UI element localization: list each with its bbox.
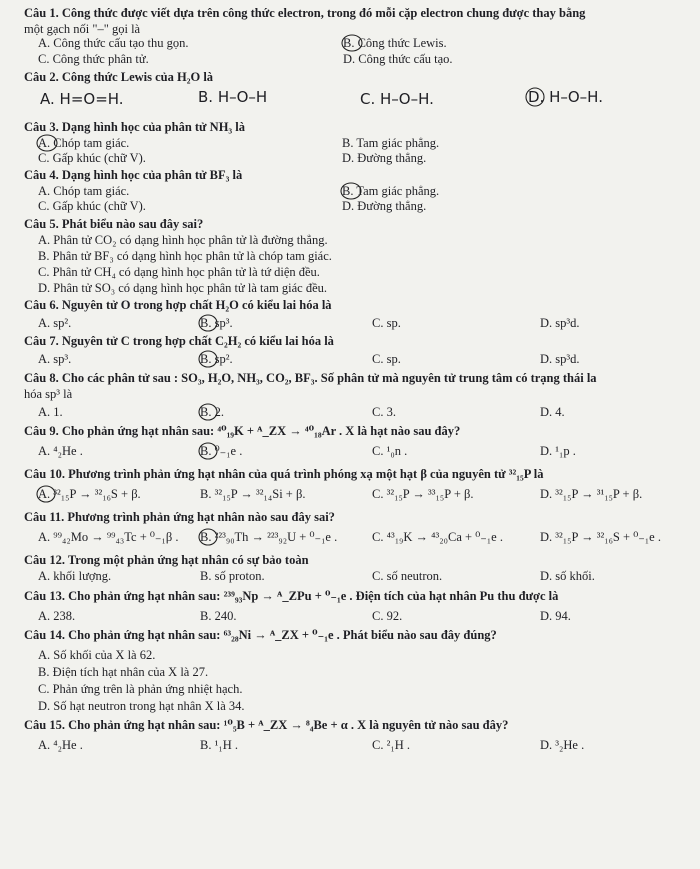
q6-option-b: B. sp³. <box>200 316 233 330</box>
q8-option-a: A. 1. <box>38 405 63 419</box>
mark-q4-b <box>341 183 361 199</box>
q3-option-a: A. Chóp tam giác. <box>38 136 130 150</box>
q5-stem: Câu 5. Phát biểu nào sau đây sai? <box>24 217 204 231</box>
q4-stem: Câu 4. Dạng hình học của phân tử BF₃ là <box>24 168 243 182</box>
q11-option-b: B. ²²³₉₀Th → ²²³₉₂U + ⁰₋₁e . <box>200 530 338 544</box>
q15-option-d: D. ³₂He . <box>540 738 585 752</box>
mark-q6-b <box>199 315 217 331</box>
q6-option-a: A. sp². <box>38 316 72 330</box>
q3-option-d: D. Đường thẳng. <box>342 151 427 165</box>
q1-stem-cont: một gạch nối "–" gọi là <box>24 22 141 36</box>
q8-option-d: D. 4. <box>540 405 565 419</box>
q13-option-c: C. 92. <box>372 609 403 623</box>
mark-q8-b <box>199 404 217 420</box>
q14-option-d: D. Số hạt neutron trong hạt nhân X là 34. <box>38 699 245 713</box>
mark-q7-b <box>199 351 217 367</box>
q3-option-b: B. Tam giác phẳng. <box>342 136 440 150</box>
q5-option-c: C. Phân tử CH₄ có dạng hình học phân tử là tứ diện đều. <box>38 265 320 279</box>
q10-stem: Câu 10. Phương trình phản ứng hạt nhân của quá trình phóng xạ một hạt β của nguyên tử ³²₁₅P là <box>24 467 544 481</box>
q2-option-b: B. H–O–H <box>198 88 268 106</box>
mark-q9-b <box>199 443 217 459</box>
mark-q2-d <box>526 88 544 106</box>
q3-option-c: C. Gấp khúc (chữ V). <box>38 151 146 165</box>
q15-stem: Câu 15. Cho phản ứng hạt nhân sau: ¹⁰₅B + ᴬ_ZX → ⁸₄Be + α . X là nguyên tử nào sau đây? <box>24 718 509 732</box>
q7-option-d: D. sp³d. <box>540 352 580 366</box>
q2-option-d: D. H–O–H. <box>528 88 603 106</box>
q1-stem: Câu 1. Công thức được viết dựa trên công thức electron, trong đó mỗi cặp electron chung được thay bằng <box>24 6 586 20</box>
q14-option-c: C. Phản ứng trên là phản ứng nhiệt hạch. <box>38 682 243 696</box>
q1-option-a: A. Công thức cấu tạo thu gọn. <box>38 36 189 50</box>
q15-option-c: C. ²₁H . <box>372 738 410 752</box>
mark-q3-a <box>37 135 57 151</box>
q9-option-a: A. ⁴₂He . <box>38 444 83 458</box>
q2-option-c: C. H–O–H. <box>360 90 434 108</box>
q6-option-d: D. sp³d. <box>540 316 580 330</box>
q7-option-a: A. sp³. <box>38 352 72 366</box>
q4-option-c: C. Gấp khúc (chữ V). <box>38 199 146 213</box>
q1-option-b: B. Công thức Lewis. <box>343 36 447 50</box>
q8-stem-cont: hóa sp³ là <box>24 387 73 401</box>
q12-stem: Câu 12. Trong một phản ứng hạt nhân có sự bảo toàn <box>24 553 309 567</box>
q10-option-a: A. ³²₁₅P → ³²₁₆S + β. <box>38 487 141 501</box>
q6-stem: Câu 6. Nguyên tử O trong hợp chất H₂O có kiểu lai hóa là <box>24 298 332 312</box>
mark-q1-b <box>342 35 362 51</box>
q7-option-b: B. sp². <box>200 352 233 366</box>
q11-option-a: A. ⁹⁹₄₂Mo → ⁹⁹₄₃Tc + ⁰₋₁β . <box>38 530 179 544</box>
q7-stem: Câu 7. Nguyên tử C trong hợp chất C₂H₂ có kiểu lai hóa là <box>24 334 334 348</box>
mark-q11-b <box>199 529 217 545</box>
q2-stem: Câu 2. Công thức Lewis của H₂O là <box>24 70 214 84</box>
q9-stem: Câu 9. Cho phản ứng hạt nhân sau: ⁴⁰₁₉K + ᴬ_ZX → ⁴⁰₁₈Ar . X là hạt nào sau đây? <box>24 424 461 438</box>
q15-option-b: B. ¹₁H . <box>200 738 238 752</box>
q9-option-d: D. ¹₁p . <box>540 444 576 458</box>
q13-stem: Câu 13. Cho phản ứng hạt nhân sau: ²³⁹₉₃Np → ᴬ_ZPu + ⁰₋₁e . Điện tích của hạt nhân Pu thu được là <box>24 589 559 603</box>
q5-option-b: B. Phân tử BF₃ có dạng hình học phân tử là chóp tam giác. <box>38 249 332 263</box>
q1-option-c: C. Công thức phân tử. <box>38 52 149 66</box>
q13-option-b: B. 240. <box>200 609 237 623</box>
q3-stem: Câu 3. Dạng hình học của phân tử NH₃ là <box>24 120 246 134</box>
q1-option-d: D. Công thức cấu tạo. <box>343 52 453 66</box>
q6-option-c: C. sp. <box>372 316 401 330</box>
q14-stem: Câu 14. Cho phản ứng hạt nhân sau: ⁶³₂₈Ni → ᴬ_ZX + ⁰₋₁e . Phát biểu nào sau đây đúng? <box>24 628 497 642</box>
q5-option-a: A. Phân tử CO₂ có dạng hình học phân tử là đường thẳng. <box>38 233 328 247</box>
q2-option-a: A. H=O=H. <box>40 90 124 108</box>
q8-option-b: B. 2. <box>200 405 224 419</box>
q7-option-c: C. sp. <box>372 352 401 366</box>
q5-option-d: D. Phân tử SO₃ có dạng hình học phân tử là tam giác đều. <box>38 281 328 295</box>
q4-option-d: D. Đường thẳng. <box>342 199 427 213</box>
mark-q10-a <box>37 486 55 502</box>
q8-stem: Câu 8. Cho các phân tử sau : SO₃, H₂O, NH₃, CO₂, BF₃. Số phân tử mà nguyên tử trung tâm có trạng thái la <box>24 371 597 385</box>
q10-option-c: C. ³²₁₅P → ³³₁₅P + β. <box>372 487 474 501</box>
q9-option-c: C. ¹₀n . <box>372 444 408 458</box>
q12-option-a: A. khối lượng. <box>38 569 112 583</box>
q12-option-b: B. số proton. <box>200 569 265 583</box>
q15-option-a: A. ⁴₂He . <box>38 738 83 752</box>
q11-option-c: C. ⁴³₁₉K → ⁴³₂₀Ca + ⁰₋₁e . <box>372 530 503 544</box>
q14-option-b: B. Điện tích hạt nhân của X là 27. <box>38 665 209 679</box>
q4-option-a: A. Chóp tam giác. <box>38 184 130 198</box>
q13-option-a: A. 238. <box>38 609 76 623</box>
q9-option-b: B. ⁰₋₁e . <box>200 444 243 458</box>
q10-option-d: D. ³²₁₅P → ³¹₁₅P + β. <box>540 487 643 501</box>
q8-option-c: C. 3. <box>372 405 396 419</box>
q12-option-c: C. số neutron. <box>372 569 443 583</box>
q13-option-d: D. 94. <box>540 609 571 623</box>
q11-option-d: D. ³²₁₅P → ³²₁₆S + ⁰₋₁e . <box>540 530 661 544</box>
q4-option-b: B. Tam giác phẳng. <box>342 184 440 198</box>
q11-stem: Câu 11. Phương trình phản ứng hạt nhân nào sau đây sai? <box>24 510 335 524</box>
q12-option-d: D. số khối. <box>540 569 595 583</box>
q14-option-a: A. Số khối của X là 62. <box>38 648 156 662</box>
q10-option-b: B. ³²₁₅P → ³²₁₄Si + β. <box>200 487 306 501</box>
